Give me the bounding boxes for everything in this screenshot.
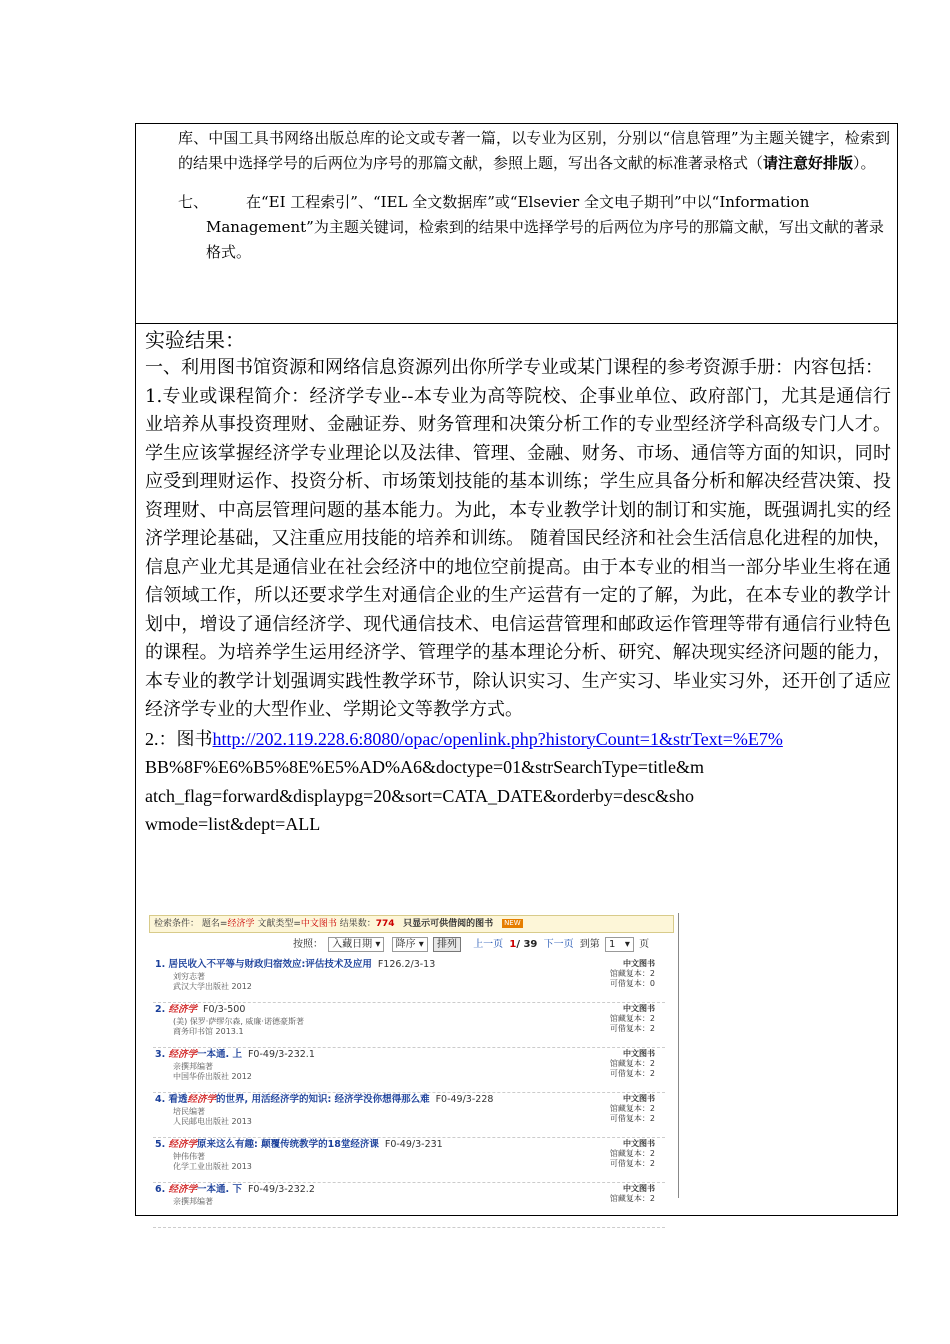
row-divider <box>135 323 898 324</box>
record-holdings: 中文图书 馆藏复本：2 可借复本：0 <box>609 959 655 988</box>
link-cont-1: BB%8F%E6%B5%8E%E5%AD%A6&doctype=01&strSearchType=title&m <box>145 757 704 777</box>
call-number: F126.2/3-13 <box>377 959 436 970</box>
opac-screenshot <box>145 913 679 1206</box>
record-title-link[interactable]: 5. 经济学原来这么有趣: 颠覆传统教学的18堂经济课 F0-49/3-231 <box>155 1139 443 1150</box>
record-holdings: 中文图书 馆藏复本：2 可借复本：2 <box>609 1139 655 1168</box>
record-author: (美) 保罗·萨缪尔森, 威廉·诺德豪斯著 <box>173 1017 304 1026</box>
chevron-down-icon: ▾ <box>624 939 630 950</box>
record-title-link[interactable]: 6. 经济学一本通. 下 F0-49/3-232.2 <box>155 1184 315 1195</box>
record-title-link[interactable]: 4. 看透经济学的世界, 用活经济学的知识: 经济学没你想得那么难 F0-49/3-228 <box>155 1094 494 1105</box>
call-number: F0-49/3-231 <box>384 1139 443 1150</box>
record-author: 亲撰邦编著 <box>173 1197 213 1206</box>
goto-page-select[interactable]: 1 ▾ <box>605 937 634 952</box>
link-cont-3: wmode=list&dept=ALL <box>145 814 321 834</box>
record-holdings: 中文图书 馆藏复本：2 可借复本：2 <box>609 1094 655 1123</box>
item6-continuation: 库、中国工具书网络出版总库的论文或专著一篇，以专业为区别，分别以“信息管理”为主题关键字，检索到的结果中选择学号的后两位为序号的那篇文献，参照上题，写出各文献的标准著录格式（请注意好排版）。 <box>178 129 890 172</box>
results-section <box>145 326 891 839</box>
results-line1: 一、利用图书馆资源和网络信息资源列出你所学专业或某门课程的参考资源手册：内容包括： <box>145 357 883 378</box>
record-author: 钟伟伟著 <box>173 1152 205 1161</box>
record-title-link[interactable]: 1. 居民收入不平等与财政归宿效应:评估技术及应用 F126.2/3-13 <box>155 959 436 970</box>
list-item[interactable] <box>153 1183 665 1228</box>
total-pages: / 39 <box>516 939 538 950</box>
record-author: 刘穷志著 <box>173 972 205 981</box>
record-publisher: 武汉大学出版社 2012 <box>173 982 252 991</box>
item7 <box>150 190 890 265</box>
list-item[interactable] <box>153 1093 665 1138</box>
call-number: F0-49/3-232.1 <box>247 1049 315 1060</box>
next-page-link[interactable]: 下一页 <box>543 939 574 950</box>
record-publisher: 化学工业出版社 2013 <box>173 1162 252 1171</box>
record-publisher: 人民邮电出版社 2013 <box>173 1117 252 1126</box>
record-author: 亲撰邦编著 <box>173 1062 213 1071</box>
item7-number: 七、 <box>178 193 209 211</box>
chevron-down-icon: ▾ <box>418 939 424 950</box>
prev-page-link[interactable]: 上一页 <box>473 939 504 950</box>
sort-button[interactable]: 排列 <box>433 937 461 952</box>
call-number: F0/3-500 <box>203 1004 246 1015</box>
current-page: 1 <box>509 939 517 950</box>
books-line: 2.：图书http://202.119.228.6:8080/opac/openlink.php?historyCount=1&strText=%E7% <box>145 728 783 749</box>
item7-text: 在“EI 工程索引”、“IEL 全文数据库”或“Elsevier 全文电子期刊”中以“Information Management”为主题关键词，检索到的结果中选择学号的后两位为序号的那篇文献，写出文献的著录格式。 <box>206 193 884 261</box>
record-publisher: 中国华侨出版社 2012 <box>173 1072 252 1081</box>
new-badge: NEW <box>504 919 521 927</box>
record-holdings: 中文图书 馆藏复本：2 可借复本：2 <box>609 1049 655 1078</box>
record-holdings: 中文图书 馆藏复本：2 可借复本：2 <box>609 1004 655 1033</box>
record-title-link[interactable]: 3. 经济学一本通. 上 F0-49/3-232.1 <box>155 1049 315 1060</box>
available-only-link[interactable]: 只显示可供借阅的图书 <box>403 919 494 929</box>
sort-order-select[interactable]: 降序 ▾ <box>392 937 428 952</box>
record-title-link[interactable]: 2. 经济学 F0/3-500 <box>155 1004 246 1015</box>
results-title: 实验结果： <box>145 328 245 352</box>
opac-link[interactable]: http://202.119.228.6:8080/opac/openlink.php?historyCount=1&strText=%E7% <box>212 728 783 749</box>
list-item[interactable] <box>153 958 665 1003</box>
list-item[interactable] <box>153 1048 665 1093</box>
list-item[interactable] <box>153 1138 665 1183</box>
search-condition-bar: 检索条件： 题名=经济学 文献类型=中文图书 结果数：774 只显示可供借阅的图书 NEW <box>149 915 674 933</box>
sort-controls: 按照： 入藏日期 ▾ 降序 ▾ 排列 上一页 1/ 39 下一页 到第 1 ▾ 页 <box>293 939 650 950</box>
sort-field-select[interactable]: 入藏日期 ▾ <box>328 937 384 952</box>
record-author: 培民编著 <box>173 1107 205 1116</box>
record-publisher: 商务印书馆 2013.1 <box>173 1027 244 1036</box>
link-cont-2: atch_flag=forward&displaypg=20&sort=CATA_DATE&orderby=desc&sho <box>145 785 695 806</box>
call-number: F0-49/3-232.2 <box>247 1184 315 1195</box>
major-intro: 1.专业或课程简介：经济学专业--本专业为高等院校、企事业单位、政府部门，尤其是通信行业培养从事投资理财、金融证券、财务管理和决策分析工作的专业型经济学科高级专门人才。学生应该掌握经济学专业理论以及法律、管理、金融、财务、市场、通信等方面的知识，同时应受到理财运作、投资分析、市场策划技能的基本训练；学生应具备分析和解决经营决策、投资理财、中高层管理问题的基本能力。为此，本专业教学计划的制订和实施，既强调扎实的经济学理论基础，又注重应用技能的培养和训练。 随着国民经济和社会生活信息化进程的加快，信息产业尤其是通信业在社会经济中的地位空前提高。由于本专业的相当一部分毕业生将在通信领域工作，所以还要求学生对通信企业的生产运营有一定的了解，为此，在本专业的教学计划中，增设了通信经济学、现代通信技术、电信运营管理和邮政运作管理等带有通信行业特色的课程。为培养学生运用经济学、管理学的基本理论分析、研究、解决现实经济问题的能力，本专业的教学计划强调实践性教学环节，除认识实习、生产实习、毕业实习外，还开创了适应经济学专业的大型作业、学期论文等教学方式。 <box>145 385 891 720</box>
call-number: F0-49/3-228 <box>435 1094 494 1105</box>
record-holdings: 中文图书 馆藏复本：2 <box>609 1184 655 1203</box>
assignment-text <box>150 126 890 265</box>
list-item[interactable] <box>153 1003 665 1048</box>
chevron-down-icon: ▾ <box>375 939 381 950</box>
